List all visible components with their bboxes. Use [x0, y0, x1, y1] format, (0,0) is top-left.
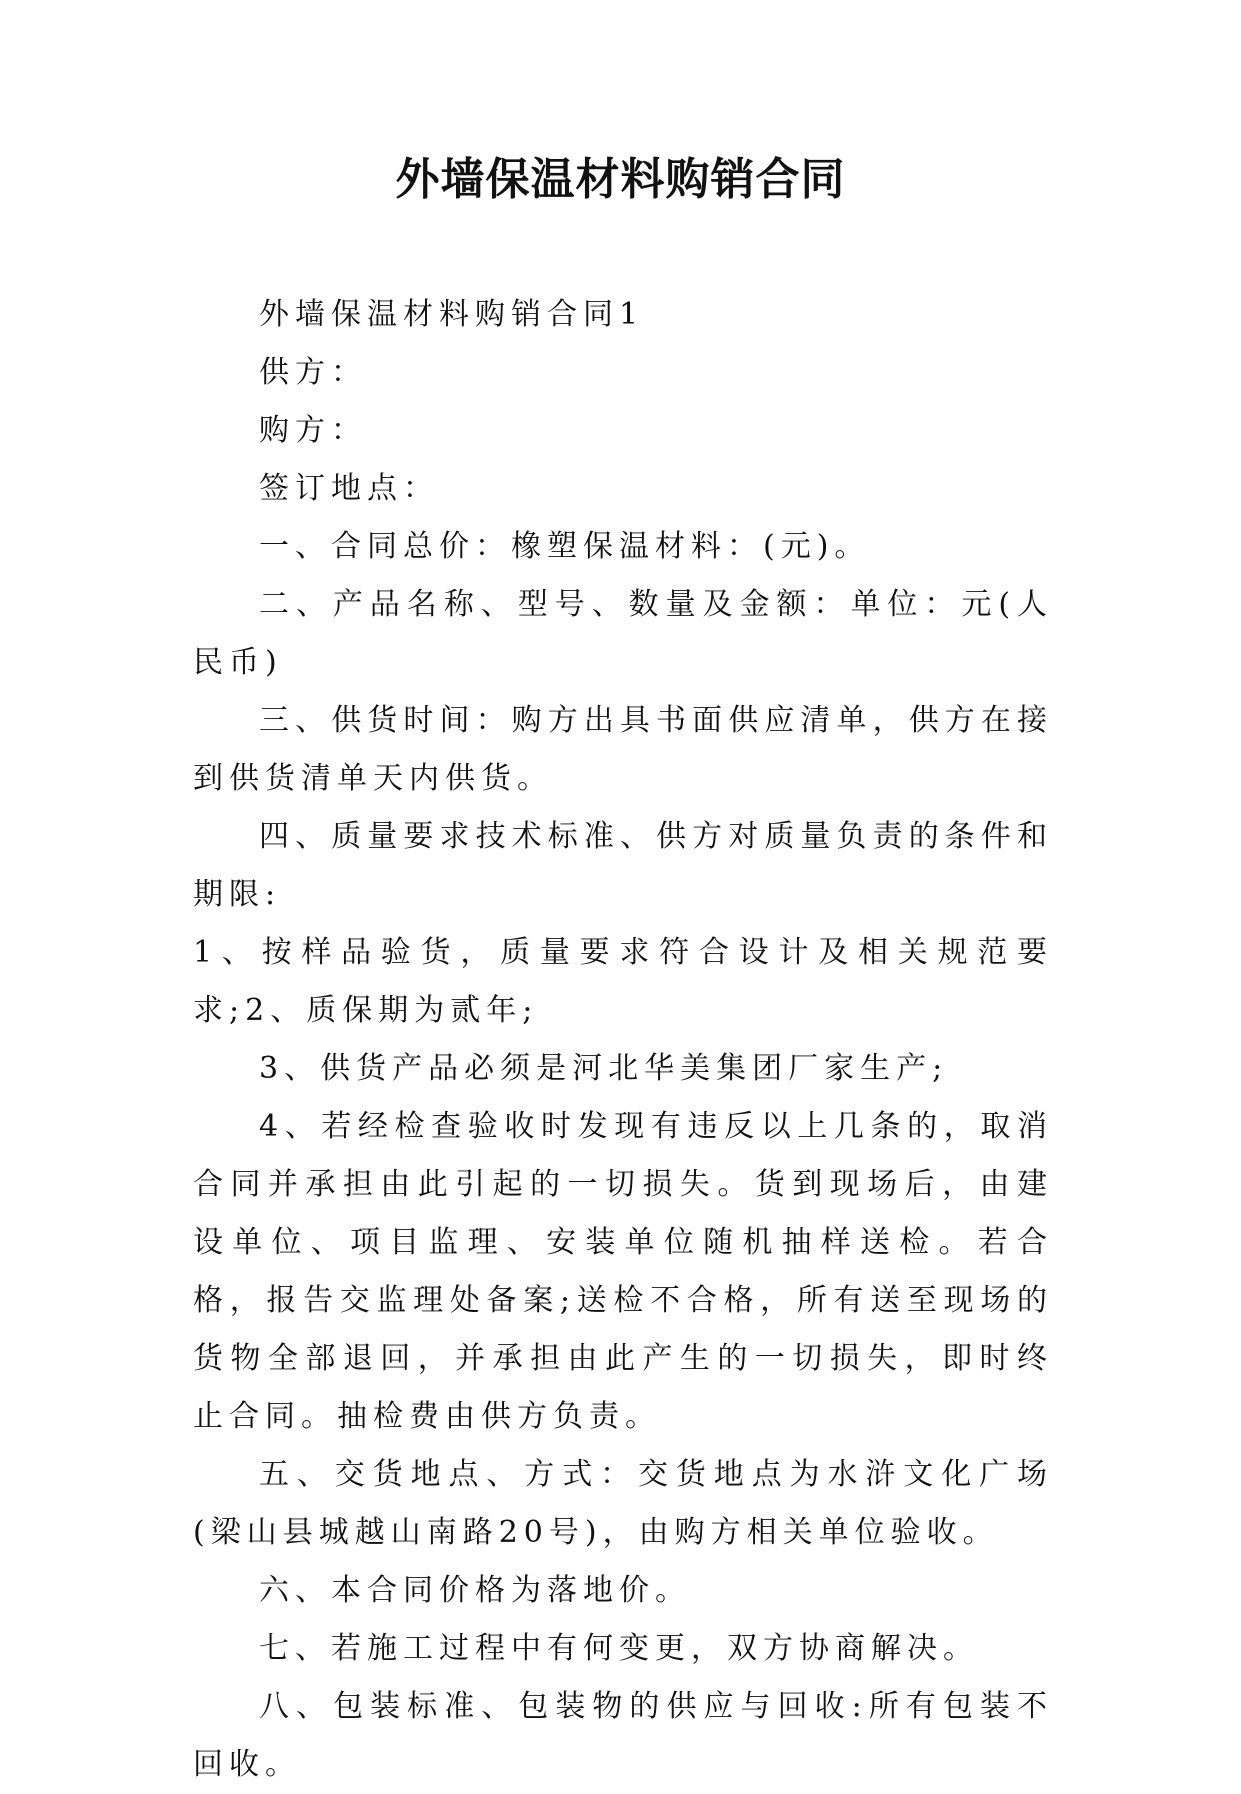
clause-quality-item-1-2: 1、按样品验货，质量要求符合设计及相关规范要求;2、质保期为贰年;	[193, 935, 1053, 1028]
buyer-line: 购方：	[259, 413, 367, 448]
clause-changes: 七、若施工过程中有何变更，双方协商解决。	[259, 1631, 979, 1666]
clause-quality-item-4: 4、若经检查验收时发现有违反以上几条的，取消合同并承担由此引起的一切损失。货到现场后，由建设单位、项目监理、安装单位随机抽样送检。若合格，报告交监理处备案;送检不合格，所有送至现场的货物全部退回，并承担由此产生的一切损失，即时终止合同。抽检费由供方负责。	[193, 1109, 1053, 1434]
document-body	[193, 286, 1053, 1794]
clause-product-info: 二、产品名称、型号、数量及金额：单位：元(人民币)	[193, 587, 1053, 680]
document-title: 外墙保温材料购销合同	[395, 154, 846, 205]
clause-quality-heading: 四、质量要求技术标准、供方对质量负责的条件和期限:	[193, 819, 1053, 912]
clause-price-type: 六、本合同价格为落地价。	[259, 1573, 691, 1608]
signing-place-line: 签订地点：	[259, 471, 439, 506]
clause-total-price: 一、合同总价：橡塑保温材料：(元)。	[259, 529, 871, 564]
clause-supply-time: 三、供货时间：购方出具书面供应清单，供方在接到供货清单天内供货。	[193, 703, 1053, 796]
contract-subtitle: 外墙保温材料购销合同1	[259, 297, 645, 332]
supplier-line: 供方：	[259, 355, 367, 390]
clause-quality-item-3: 3、供货产品必须是河北华美集团厂家生产;	[259, 1051, 949, 1086]
clause-packaging: 八、包装标准、包装物的供应与回收:所有包装不回收。	[193, 1689, 1053, 1782]
clause-delivery: 五、交货地点、方式：交货地点为水浒文化广场(梁山县城越山南路20号)，由购方相关单位验收。	[193, 1457, 1053, 1550]
